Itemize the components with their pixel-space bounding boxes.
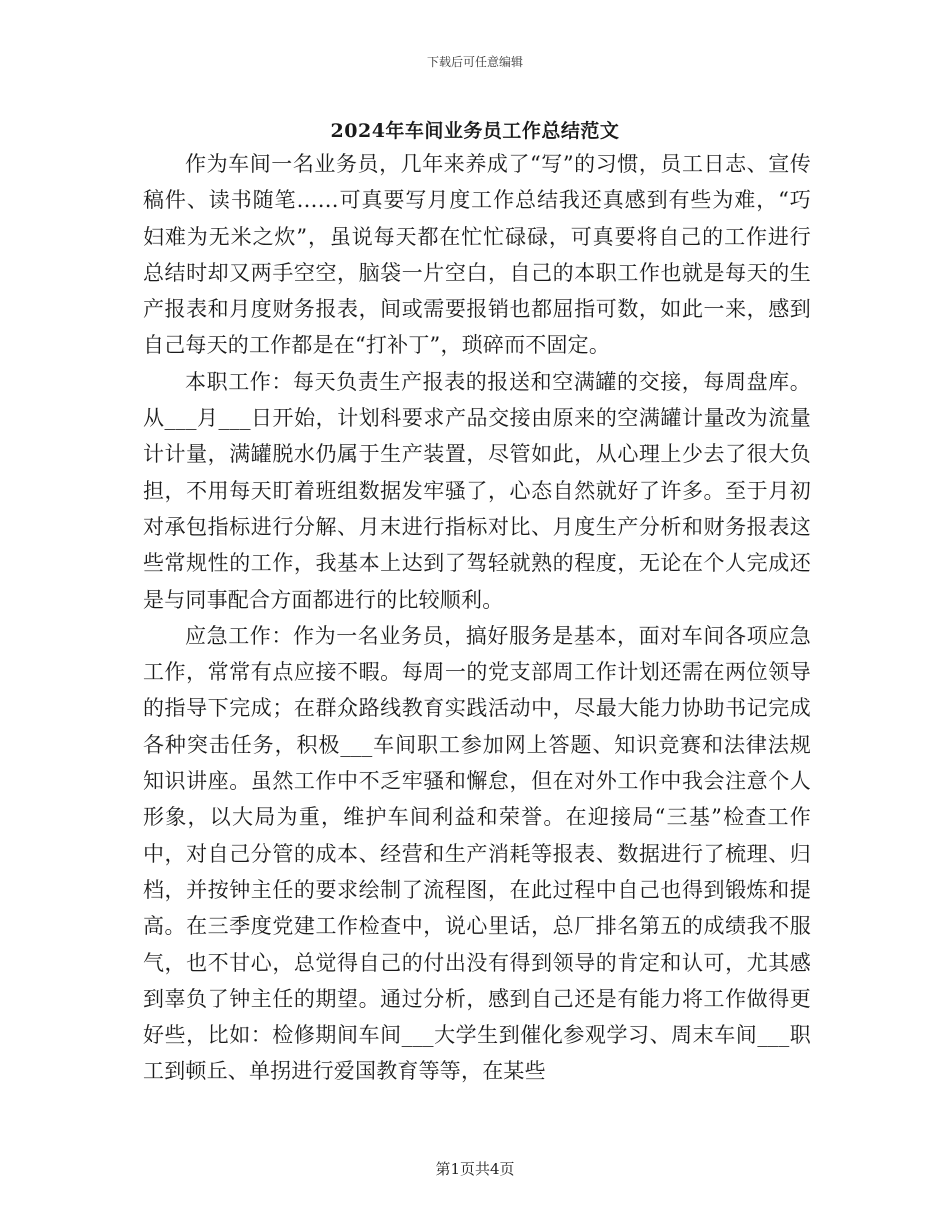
paragraph: 本职工作：每天负责生产报表的报送和空满罐的交接，每周盘库。从___月___日开始，计划科要求产品交接由原来的空满罐计量改为流量计计量，满罐脱水仍属于生产装置，尽管如此，从心理上少去了很大负担，不用每天盯着班组数据发牢骚了，心态自然就好了许多。至于月初对承包指标进行分解、月末进行指标对比、月度生产分析和财务报表这些常规性的工作，我基本上达到了驾轻就熟的程度，无论在个人完成还是与同事配合方面都进行的比较顺利。 (143, 369, 811, 612)
document-body (143, 146, 811, 1090)
paragraph: 应急工作：作为一名业务员，搞好服务是基本，面对车间各项应急工作，常常有点应接不暇。每周一的党支部周工作计划还需在两位领导的指导下完成；在群众路线教育实践活动中，尽最大能力协助书记完成各种突击任务，积极___车间职工参加网上答题、知识竞赛和法律法规知识讲座。虽然工作中不乏牢骚和懈怠，但在对外工作中我会注意个人形象，以大局为重，维护车间利益和荣誉。在迎接局“三基”检查工作中，对自己分管的成本、经营和生产消耗等报表、数据进行了梳理、归档，并按钟主任的要求绘制了流程图，在此过程中自己也得到锻炼和提高。在三季度党建工作检查中，说心里话，总厂排名第五的成绩我不服气，也不甘心，总觉得自己的付出没有得到领导的肯定和认可，尤其感到辜负了钟主任的期望。通过分析，感到自己还是有能力将工作做得更好些，比如：检修期间车间___大学生到催化参观学习、周末车间___职工到顿丘、单拐进行爱国教育等等，在某些 (143, 623, 811, 1084)
page-footer: 第1页共4页 (435, 1160, 515, 1178)
document-title: 2024年车间业务员工作总结范文 (330, 120, 620, 142)
paragraph: 作为车间一名业务员，几年来养成了“写”的习惯，员工日志、宣传稿件、读书随笔……可真要写月度工作总结我还真感到有些为难，“巧妇难为无米之炊”，虽说每天都在忙忙碌碌，可真要将自己的工作进行总结时却又两手空空，脑袋一片空白，自己的本职工作也就是每天的生产报表和月度财务报表，间或需要报销也都屈指可数，如此一来，感到自己每天的工作都是在“打补丁”，琐碎而不固定。 (143, 152, 811, 358)
header-note: 下载后可任意编辑 (426, 55, 523, 69)
